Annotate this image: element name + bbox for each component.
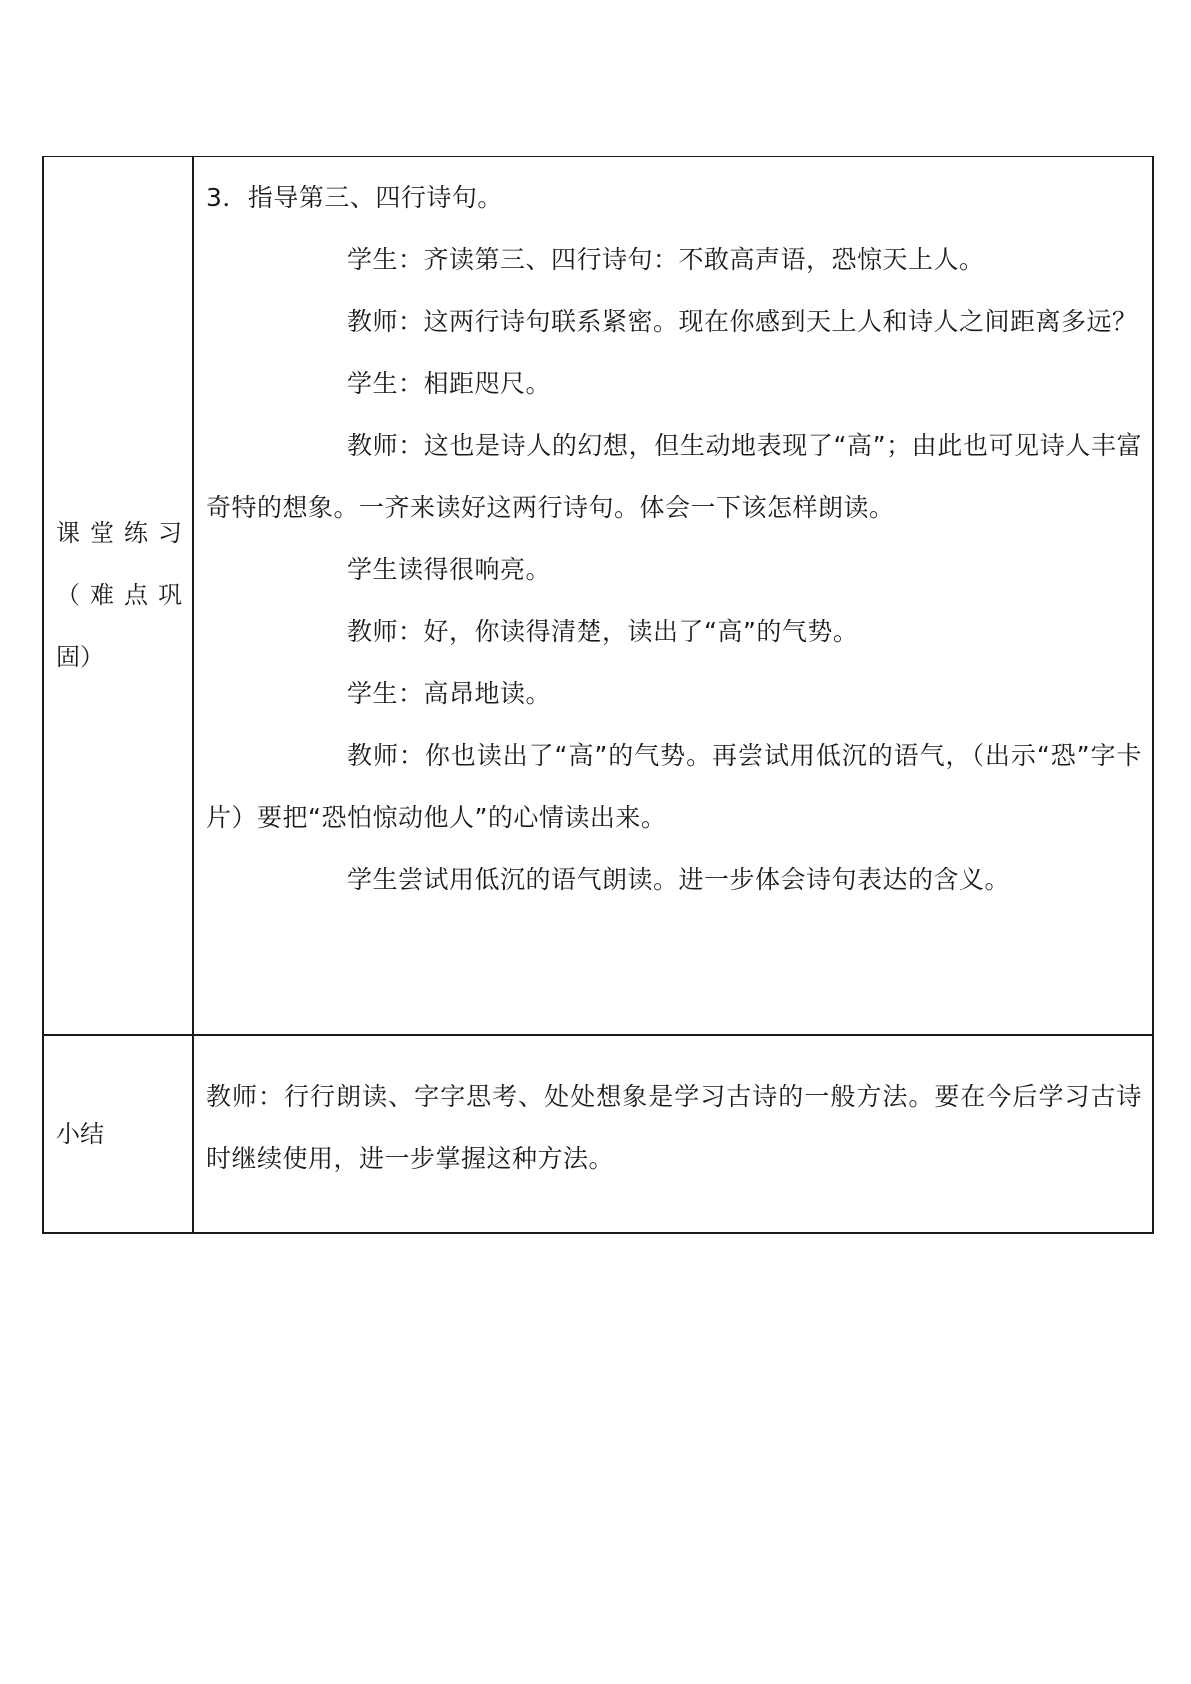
row-label-cell [43, 157, 193, 1035]
paragraph: 学生：相距咫尺。 [347, 369, 552, 398]
lesson-plan-table [42, 156, 1154, 1234]
paragraph: 教师：好，你读得清楚，读出了“高”的气势。 [347, 617, 859, 646]
paragraph: 学生读得很响亮。 [347, 555, 552, 584]
row-label-cell [43, 1035, 193, 1233]
row-label-practice: 课堂练习（难点巩固） [56, 519, 182, 672]
paragraph: 学生：齐读第三、四行诗句：不敢高声语，恐惊天上人。 [347, 245, 985, 274]
paragraph: 学生尝试用低沉的语气朗读。进一步体会诗句表达的含义。 [347, 865, 1011, 894]
paragraph: 学生：高昂地读。 [347, 679, 552, 708]
row-content-cell [193, 157, 1153, 1035]
paragraph: 教师：行行朗读、字字思考、处处想象是学习古诗的一般方法。要在今后学习古诗时继续使用，进一步掌握这种方法。 [206, 1081, 1142, 1173]
summary-content [194, 1036, 1152, 1190]
table-row-summary [43, 1035, 1153, 1233]
practice-content [194, 157, 1152, 911]
paragraph: 教师：你也读出了“高”的气势。再尝试用低沉的语气，（出示“恐”字卡片）要把“恐怕惊动他人”的心情读出来。 [206, 741, 1142, 832]
paragraph: 教师：这两行诗句联系紧密。现在你感到天上人和诗人之间距离多远？ [347, 307, 1138, 336]
row-content-cell [193, 1035, 1153, 1233]
paragraph: 3．指导第三、四行诗句。 [206, 183, 503, 212]
table-row-practice [43, 157, 1153, 1035]
row-label-summary: 小结 [56, 1119, 104, 1148]
paragraph: 教师：这也是诗人的幻想，但生动地表现了“高”；由此也可见诗人丰富奇特的想象。一齐来读好这两行诗句。体会一下该怎样朗读。 [206, 431, 1142, 522]
